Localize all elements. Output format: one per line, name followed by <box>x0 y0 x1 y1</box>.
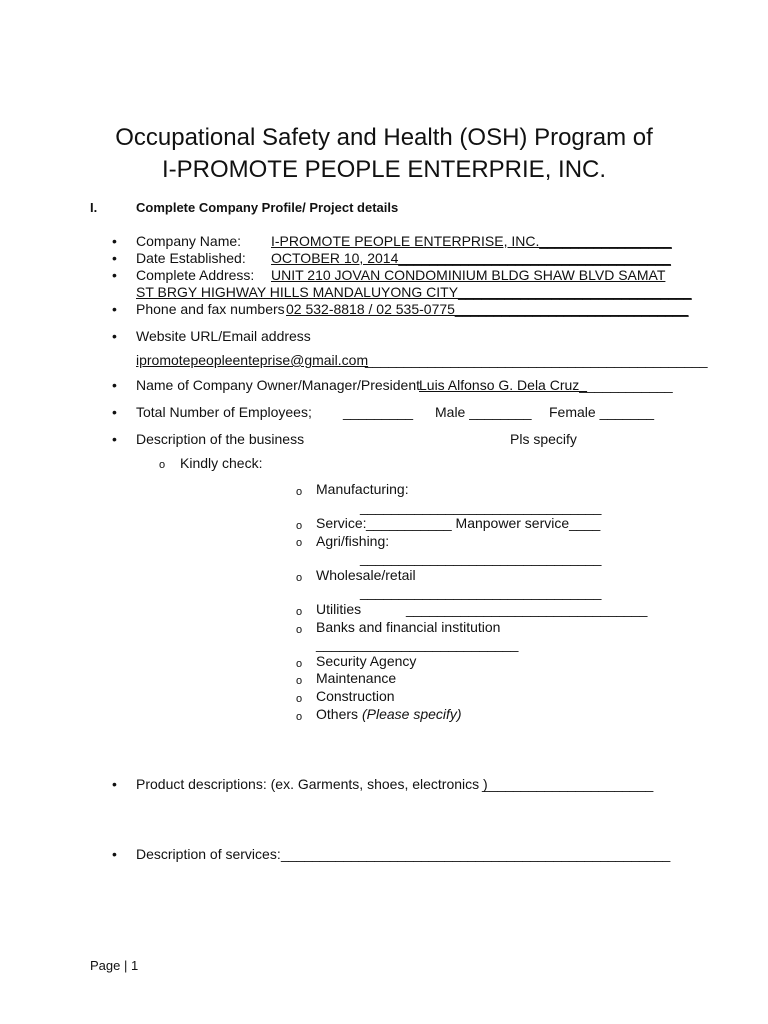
sub-bullet-icon: o <box>296 711 303 723</box>
sub-bullet-icon: o <box>296 693 303 705</box>
services-description-line: __________________________________________________ <box>281 846 671 862</box>
sub-bullet-icon: o <box>296 624 303 636</box>
sub-bullet-icon: o <box>296 572 303 584</box>
sub-bullet-icon: o <box>296 606 303 618</box>
employees-male: Male ________ <box>435 404 532 420</box>
kindly-check-label: Kindly check: <box>180 455 263 471</box>
others-note: (Please specify) <box>362 706 462 722</box>
banks-line: __________________________ <box>316 636 519 652</box>
owner-label: Name of Company Owner/Manager/President <box>136 377 421 393</box>
sub-bullet-icon: o <box>296 658 303 670</box>
website-email-label: Website URL/Email address <box>136 328 311 344</box>
bullet-icon: • <box>112 328 117 344</box>
sub-bullet-icon: o <box>296 675 303 687</box>
bullet-icon: • <box>112 250 117 266</box>
owner-value: Luis Alfonso G. Dela Cruz_ <box>419 377 588 393</box>
address-label: Complete Address: <box>136 267 255 283</box>
phone-label: Phone and fax numbers <box>136 301 285 317</box>
services-description-label: Description of services: <box>136 846 281 862</box>
date-established-value: OCTOBER 10, 2014___________________________________ <box>271 250 671 266</box>
bullet-icon: • <box>112 233 117 249</box>
service-option: Service: <box>316 515 367 531</box>
banks-option: Banks and financial institution <box>316 619 501 635</box>
owner-line: ___________ <box>587 377 673 393</box>
bullet-icon: • <box>112 301 117 317</box>
address-value-line2: ST BRGY HIGHWAY HILLS MANDALUYONG CITY______________________________ <box>136 284 692 300</box>
bullet-icon: • <box>112 267 117 283</box>
maintenance-option: Maintenance <box>316 670 397 686</box>
company-name-value: I-PROMOTE PEOPLE ENTERPRISE, INC._________________ <box>271 233 672 249</box>
agri-fishing-line: _______________________________ <box>360 550 602 566</box>
wholesale-retail-line: _______________________________ <box>360 584 602 600</box>
employees-female: Female _______ <box>549 404 655 420</box>
pls-specify-label: Pls specify <box>510 431 577 447</box>
employees-label: Total Number of Employees; <box>136 404 312 420</box>
email-value: ipromotepeopleenteprise@gmail.com <box>136 352 369 368</box>
construction-option: Construction <box>316 688 395 704</box>
business-description-label: Description of the business <box>136 431 305 447</box>
bullet-icon: • <box>112 776 117 792</box>
bullet-icon: • <box>112 846 117 862</box>
security-agency-option: Security Agency <box>316 653 417 669</box>
agri-fishing-option: Agri/fishing: <box>316 533 390 549</box>
phone-value: 02 532-8818 / 02 535-0775______________________________ <box>286 301 689 317</box>
sub-bullet-icon: o <box>296 537 303 549</box>
email-line: ____________________________________________ <box>365 352 708 368</box>
sub-bullet-icon: o <box>159 459 166 471</box>
section-number: I. <box>90 200 98 215</box>
service-value: ___________ Manpower service____ <box>366 515 601 531</box>
others-option: Others <box>316 706 359 722</box>
page-number: Page | 1 <box>90 958 139 973</box>
employees-total-line: _________ <box>343 404 414 420</box>
document-title-line1: Occupational Safety and Health (OSH) Program of <box>115 124 653 151</box>
date-established-label: Date Established: <box>136 250 246 266</box>
manufacturing-option: Manufacturing: <box>316 481 409 497</box>
bullet-icon: • <box>112 431 117 447</box>
bullet-icon: • <box>112 377 117 393</box>
document-title-line2: I-PROMOTE PEOPLE ENTERPRIE, INC. <box>161 156 607 183</box>
bullet-icon: • <box>112 404 117 420</box>
sub-bullet-icon: o <box>296 486 303 498</box>
address-value-line1: UNIT 210 JOVAN CONDOMINIUM BLDG SHAW BLVD SAMAT <box>271 267 666 283</box>
utilities-option: Utilities <box>316 601 362 617</box>
company-name-label: Company Name: <box>136 233 242 249</box>
manufacturing-line: _______________________________ <box>360 499 602 515</box>
sub-bullet-icon: o <box>296 520 303 532</box>
product-description-label: Product descriptions: (ex. Garments, shoes, electronics ) <box>136 776 488 792</box>
wholesale-retail-option: Wholesale/retail <box>316 567 416 583</box>
section-heading: Complete Company Profile/ Project details <box>136 200 399 215</box>
utilities-line: _______________________________ <box>406 601 648 617</box>
product-description-line: ______________________ <box>482 776 654 792</box>
